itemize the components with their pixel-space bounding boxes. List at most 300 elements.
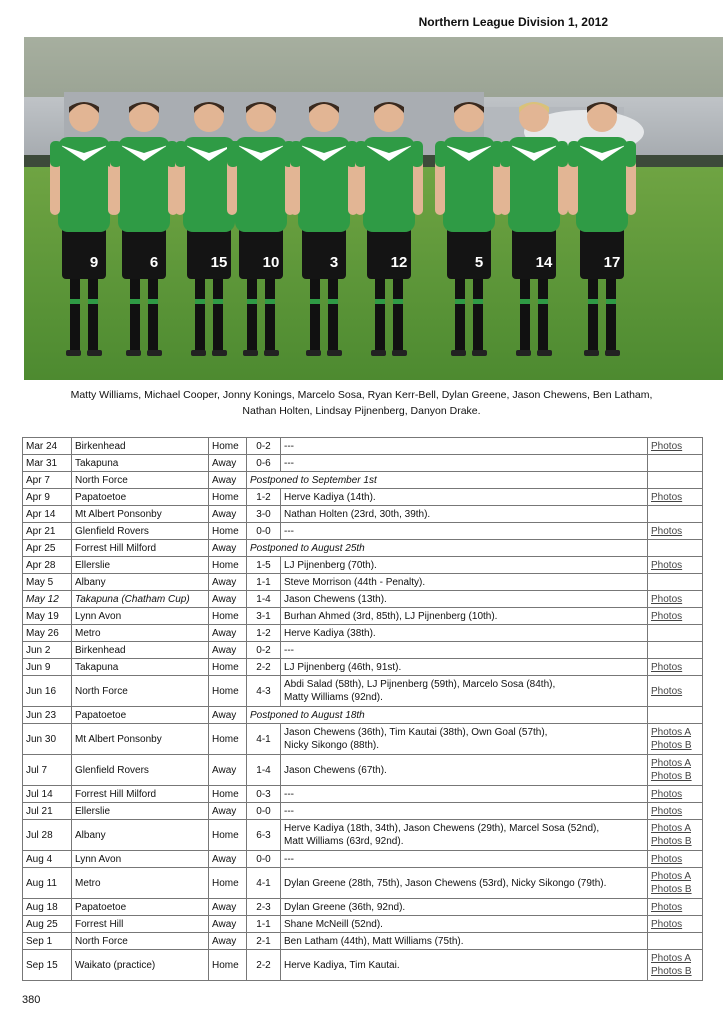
sock-stripe <box>247 299 257 304</box>
player-leg <box>195 277 205 352</box>
photos-cell <box>648 625 703 642</box>
scorers <box>281 933 648 950</box>
sock-stripe <box>88 299 98 304</box>
photos-cell <box>648 608 703 625</box>
venue: Away <box>209 472 247 489</box>
sock-stripe <box>375 299 385 304</box>
player-shorts <box>239 227 283 279</box>
photos-link[interactable]: Photos A <box>651 871 692 882</box>
opponent: Takapuna <box>72 455 209 472</box>
match-date: Jul 7 <box>23 755 72 786</box>
scorers <box>281 523 648 540</box>
photos-cell <box>648 868 703 899</box>
photos-link[interactable]: Photos <box>651 491 683 503</box>
match-date: Apr 28 <box>23 557 72 574</box>
scorer-line: --- <box>284 457 294 469</box>
venue: Home <box>209 523 247 540</box>
player-leg <box>247 277 257 352</box>
opponent: Glenfield Rovers <box>72 755 209 786</box>
venue: Home <box>209 489 247 506</box>
venue: Away <box>209 625 247 642</box>
photos-cell <box>648 851 703 868</box>
match-date: Jun 9 <box>23 659 72 676</box>
player-leg <box>606 277 616 352</box>
photos-cell <box>648 557 703 574</box>
scorer-line: LJ Pijnenberg (70th). <box>284 559 377 571</box>
result-row <box>23 472 703 489</box>
scorers <box>281 724 648 755</box>
photos-cell <box>648 438 703 455</box>
photos-link[interactable]: Photos B <box>651 836 692 847</box>
player-shorts <box>187 227 231 279</box>
player-boot <box>147 350 162 356</box>
photos-cell <box>648 933 703 950</box>
photos-link[interactable]: Photos <box>651 610 683 622</box>
sock-stripe <box>70 299 80 304</box>
result-row <box>23 625 703 642</box>
match-date: Sep 15 <box>23 950 72 981</box>
scorer-line: Steve Morrison (44th - Penalty). <box>284 576 426 588</box>
opponent: North Force <box>72 472 209 489</box>
player-shorts <box>447 227 491 279</box>
postponed-note: Postponed to August 25th <box>247 540 648 557</box>
scorers <box>281 755 648 786</box>
match-date: Aug 4 <box>23 851 72 868</box>
player-sleeve <box>355 141 367 167</box>
caption-line-1: Matty Williams, Michael Cooper, Jonny Konings, Marcelo Sosa, Ryan Kerr-Bell, Dylan Greene, Jason Chewens, Ben Latham, <box>70 389 653 401</box>
sock-stripe <box>538 299 548 304</box>
score: 0-3 <box>247 786 281 803</box>
venue: Home <box>209 438 247 455</box>
photos-link[interactable]: Photos A <box>651 758 692 769</box>
venue: Home <box>209 950 247 981</box>
opponent: Papatoetoe <box>72 707 209 724</box>
player-leg <box>88 277 98 352</box>
player-leg <box>473 277 483 352</box>
score: 0-2 <box>247 438 281 455</box>
photos-link[interactable]: Photos <box>651 901 683 913</box>
photos-link[interactable]: Photos B <box>651 771 692 782</box>
opponent: Takapuna (Chatham Cup) <box>72 591 209 608</box>
scorers <box>281 591 648 608</box>
score: 4-1 <box>247 724 281 755</box>
venue: Away <box>209 540 247 557</box>
score: 3-1 <box>247 608 281 625</box>
scorers <box>281 608 648 625</box>
photos-link[interactable]: Photos B <box>651 966 692 977</box>
match-date: Mar 31 <box>23 455 72 472</box>
photos-cell <box>648 916 703 933</box>
player-shorts <box>367 227 411 279</box>
shirt-number: 9 <box>89 254 99 271</box>
match-date: Aug 25 <box>23 916 72 933</box>
scorer-line: Abdi Salad (58th), LJ Pijnenberg (59th), Marcelo Sosa (84th), <box>284 679 556 690</box>
score: 1-4 <box>247 755 281 786</box>
scorer-line: --- <box>284 853 294 865</box>
scorer-line: Nathan Holten (23rd, 30th, 39th). <box>284 508 431 520</box>
shirt-number: 14 <box>535 254 553 271</box>
score: 1-5 <box>247 557 281 574</box>
opponent: North Force <box>72 933 209 950</box>
match-date: Jun 30 <box>23 724 72 755</box>
photos-link[interactable]: Photos <box>651 559 683 571</box>
player-boot <box>191 350 206 356</box>
opponent: Birkenhead <box>72 642 209 659</box>
result-row <box>23 557 703 574</box>
venue: Away <box>209 916 247 933</box>
photos-cell <box>648 950 703 981</box>
result-row <box>23 438 703 455</box>
player-leg <box>130 277 140 352</box>
player-shirt <box>118 137 170 232</box>
match-date: Mar 24 <box>23 438 72 455</box>
sock-stripe <box>148 299 158 304</box>
shirt-number: 3 <box>329 254 339 271</box>
player-leg <box>455 277 465 352</box>
opponent: Forrest Hill <box>72 916 209 933</box>
scorer-line: Herve Kadiya, Tim Kautai. <box>284 959 400 971</box>
scorer-line: Jason Chewens (36th), Tim Kautai (38th), Own Goal (57th), <box>284 727 548 738</box>
sock-stripe <box>520 299 530 304</box>
photos-link[interactable]: Photos <box>651 661 683 673</box>
player-leg <box>328 277 338 352</box>
photos-cell <box>648 899 703 916</box>
scorers <box>281 803 648 820</box>
venue: Away <box>209 755 247 786</box>
result-row <box>23 591 703 608</box>
match-date: Apr 25 <box>23 540 72 557</box>
scorer-line: Jason Chewens (67th). <box>284 764 387 776</box>
photos-cell <box>648 523 703 540</box>
scorer-line: Herve Kadiya (38th). <box>284 627 376 639</box>
player-sleeve <box>500 141 512 167</box>
player-boot <box>126 350 141 356</box>
sock-stripe <box>130 299 140 304</box>
venue: Home <box>209 557 247 574</box>
player-leg <box>520 277 530 352</box>
player-boot <box>472 350 487 356</box>
postponed-note: Postponed to September 1st <box>247 472 648 489</box>
scorer-line: LJ Pijnenberg (46th, 91st). <box>284 661 402 673</box>
result-row <box>23 803 703 820</box>
player-shirt <box>576 137 628 232</box>
score: 1-2 <box>247 489 281 506</box>
photos-link[interactable]: Photos <box>651 593 683 605</box>
player-boot <box>306 350 321 356</box>
result-row <box>23 659 703 676</box>
player-shorts <box>512 227 556 279</box>
venue: Away <box>209 899 247 916</box>
scorers <box>281 489 648 506</box>
opponent: Albany <box>72 820 209 851</box>
score: 2-2 <box>247 950 281 981</box>
scorer-line: Herve Kadiya (18th, 34th), Jason Chewens (29th), Marcel Sosa (52nd), <box>284 823 600 834</box>
photos-link[interactable]: Photos <box>651 805 683 817</box>
team-photo-illustration <box>24 37 723 380</box>
player-shirt <box>508 137 560 232</box>
scorers <box>281 786 648 803</box>
player-boot <box>327 350 342 356</box>
result-row <box>23 642 703 659</box>
match-date: May 12 <box>23 591 72 608</box>
page-number: 380 <box>22 994 41 1006</box>
scorers <box>281 574 648 591</box>
player-leg <box>375 277 385 352</box>
sock-stripe <box>310 299 320 304</box>
player-sleeve <box>624 141 636 167</box>
player-shorts <box>62 227 106 279</box>
opponent: Papatoetoe <box>72 899 209 916</box>
venue: Away <box>209 707 247 724</box>
opponent: Forrest Hill Milford <box>72 540 209 557</box>
opponent: Mt Albert Ponsonby <box>72 724 209 755</box>
score: 0-0 <box>247 803 281 820</box>
scorer-line: --- <box>284 440 294 452</box>
venue: Away <box>209 642 247 659</box>
player-shirt <box>298 137 350 232</box>
result-row <box>23 851 703 868</box>
shirt-number: 10 <box>262 254 280 271</box>
photos-cell <box>648 659 703 676</box>
shirt-number: 6 <box>149 254 159 271</box>
scorer-line: --- <box>284 805 294 817</box>
score: 0-0 <box>247 851 281 868</box>
venue: Home <box>209 820 247 851</box>
opponent: Lynn Avon <box>72 851 209 868</box>
photos-link[interactable]: Photos <box>651 853 683 865</box>
player-leg <box>538 277 548 352</box>
player-boot <box>516 350 531 356</box>
opponent: Ellerslie <box>72 557 209 574</box>
score: 0-2 <box>247 642 281 659</box>
scorers <box>281 916 648 933</box>
photos-cell <box>648 707 703 724</box>
player-boot <box>451 350 466 356</box>
score: 2-1 <box>247 933 281 950</box>
result-row <box>23 523 703 540</box>
score: 1-4 <box>247 591 281 608</box>
player-shirt <box>58 137 110 232</box>
player-boot <box>264 350 279 356</box>
scorer-line: --- <box>284 525 294 537</box>
photos-link[interactable]: Photos <box>651 440 683 452</box>
venue: Away <box>209 851 247 868</box>
player-sleeve <box>175 141 187 167</box>
opponent: Lynn Avon <box>72 608 209 625</box>
player-leg <box>70 277 80 352</box>
player-boot <box>537 350 552 356</box>
player-sleeve <box>411 141 423 167</box>
opponent: Forrest Hill Milford <box>72 786 209 803</box>
opponent: Waikato (practice) <box>72 950 209 981</box>
opponent: Mt Albert Ponsonby <box>72 506 209 523</box>
player-boot <box>605 350 620 356</box>
result-row <box>23 506 703 523</box>
team-photo <box>24 37 723 380</box>
score: 4-3 <box>247 676 281 707</box>
photos-cell <box>648 642 703 659</box>
match-date: Jun 16 <box>23 676 72 707</box>
sock-stripe <box>455 299 465 304</box>
result-row <box>23 676 703 707</box>
scorer-line: Dylan Greene (36th, 92nd). <box>284 901 406 913</box>
scorer-line: --- <box>284 788 294 800</box>
scorers <box>281 557 648 574</box>
page-title: Northern League Division 1, 2012 <box>418 15 608 29</box>
score: 6-3 <box>247 820 281 851</box>
scorer-line: Shane McNeill (52nd). <box>284 918 383 930</box>
score: 0-6 <box>247 455 281 472</box>
match-date: May 5 <box>23 574 72 591</box>
venue: Home <box>209 724 247 755</box>
photos-link[interactable]: Photos <box>651 525 683 537</box>
player-sleeve <box>556 141 568 167</box>
photos-cell <box>648 455 703 472</box>
scorer-line: Matty Williams (92nd). <box>284 692 383 703</box>
result-row <box>23 950 703 981</box>
match-date: Sep 1 <box>23 933 72 950</box>
match-date: Jul 28 <box>23 820 72 851</box>
photos-cell <box>648 803 703 820</box>
score: 1-2 <box>247 625 281 642</box>
scorers <box>281 950 648 981</box>
scorer-line: Nicky Sikongo (88th). <box>284 740 380 751</box>
scorer-line: Burhan Ahmed (3rd, 85th), LJ Pijnenberg (10th). <box>284 610 498 622</box>
player-leg <box>310 277 320 352</box>
photos-link[interactable]: Photos B <box>651 740 692 751</box>
scorer-line: --- <box>284 644 294 656</box>
photos-cell <box>648 540 703 557</box>
player-sleeve <box>568 141 580 167</box>
scorers <box>281 820 648 851</box>
result-row <box>23 755 703 786</box>
scorers <box>281 506 648 523</box>
photo-caption <box>24 387 699 419</box>
match-date: Aug 18 <box>23 899 72 916</box>
photos-link[interactable]: Photos A <box>651 727 692 738</box>
shirt-number: 5 <box>474 254 484 271</box>
photos-link[interactable]: Photos <box>651 788 683 800</box>
result-row <box>23 899 703 916</box>
photos-cell <box>648 591 703 608</box>
venue: Home <box>209 659 247 676</box>
scorers <box>281 868 648 899</box>
result-row <box>23 820 703 851</box>
score: 2-3 <box>247 899 281 916</box>
score: 0-0 <box>247 523 281 540</box>
score: 4-1 <box>247 868 281 899</box>
player-sleeve <box>50 141 62 167</box>
scorers <box>281 642 648 659</box>
player-shirt <box>443 137 495 232</box>
match-date: Apr 21 <box>23 523 72 540</box>
player-leg <box>588 277 598 352</box>
venue: Away <box>209 455 247 472</box>
shirt-number: 15 <box>210 254 228 271</box>
opponent: North Force <box>72 676 209 707</box>
result-row <box>23 608 703 625</box>
player-shirt <box>235 137 287 232</box>
score: 1-1 <box>247 916 281 933</box>
photos-link[interactable]: Photos <box>651 918 683 930</box>
match-date: Apr 9 <box>23 489 72 506</box>
match-date: May 19 <box>23 608 72 625</box>
venue: Home <box>209 868 247 899</box>
score: 1-1 <box>247 574 281 591</box>
sock-stripe <box>213 299 223 304</box>
caption-line-2: Nathan Holten, Lindsay Pijnenberg, Danyon Drake. <box>242 405 481 417</box>
sock-stripe <box>265 299 275 304</box>
scorer-line: Ben Latham (44th), Matt Williams (75th). <box>284 935 464 947</box>
result-row <box>23 868 703 899</box>
venue: Away <box>209 506 247 523</box>
player-shorts <box>580 227 624 279</box>
venue: Home <box>209 676 247 707</box>
player-sleeve <box>227 141 239 167</box>
photos-cell <box>648 506 703 523</box>
opponent: Papatoetoe <box>72 489 209 506</box>
player-sleeve <box>290 141 302 167</box>
player-shirt <box>363 137 415 232</box>
opponent: Takapuna <box>72 659 209 676</box>
scorer-line: Matt Williams (63rd, 92nd). <box>284 836 404 847</box>
result-row <box>23 786 703 803</box>
results-table <box>22 437 703 981</box>
opponent: Albany <box>72 574 209 591</box>
match-date: Apr 14 <box>23 506 72 523</box>
opponent: Ellerslie <box>72 803 209 820</box>
scorers <box>281 455 648 472</box>
sock-stripe <box>393 299 403 304</box>
shirt-number: 12 <box>390 254 408 271</box>
postponed-note: Postponed to August 18th <box>247 707 648 724</box>
photos-cell <box>648 724 703 755</box>
player-shorts <box>122 227 166 279</box>
photos-cell <box>648 755 703 786</box>
venue: Away <box>209 803 247 820</box>
result-row <box>23 933 703 950</box>
player-sleeve <box>110 141 122 167</box>
photos-cell <box>648 574 703 591</box>
result-row <box>23 707 703 724</box>
score: 3-0 <box>247 506 281 523</box>
score: 2-2 <box>247 659 281 676</box>
player-sleeve <box>435 141 447 167</box>
result-row <box>23 455 703 472</box>
scorers <box>281 625 648 642</box>
match-date: May 26 <box>23 625 72 642</box>
sock-stripe <box>588 299 598 304</box>
opponent: Glenfield Rovers <box>72 523 209 540</box>
photos-cell <box>648 820 703 851</box>
photos-link[interactable]: Photos B <box>651 884 692 895</box>
photos-cell <box>648 472 703 489</box>
venue: Home <box>209 608 247 625</box>
photos-link[interactable]: Photos A <box>651 953 692 964</box>
player-boot <box>243 350 258 356</box>
match-date: Jul 21 <box>23 803 72 820</box>
photos-cell <box>648 489 703 506</box>
player-boot <box>66 350 81 356</box>
match-date: Apr 7 <box>23 472 72 489</box>
venue: Away <box>209 933 247 950</box>
scorer-line: Jason Chewens (13th). <box>284 593 387 605</box>
scorers <box>281 438 648 455</box>
photos-link[interactable]: Photos A <box>651 823 692 834</box>
photos-cell <box>648 786 703 803</box>
shirt-number: 17 <box>603 254 621 271</box>
photos-link[interactable]: Photos <box>651 685 683 697</box>
